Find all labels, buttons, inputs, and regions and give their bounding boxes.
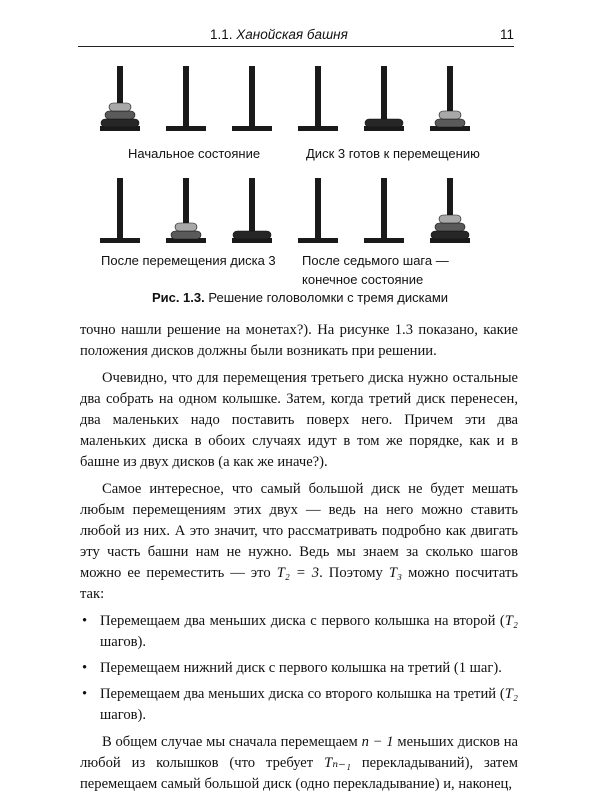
- tower-panel-1: [90, 62, 290, 134]
- peg-base: [298, 126, 338, 131]
- panel-1-caption: Начальное состояние: [128, 146, 261, 161]
- peg-base: [100, 238, 140, 243]
- peg-pole: [249, 178, 255, 240]
- figure-label: Рис. 1.3.: [151, 290, 205, 305]
- disk-2: [105, 111, 135, 119]
- disk-3: [431, 231, 469, 239]
- list-item-text-b: шагов).: [100, 707, 147, 723]
- disk-2: [435, 119, 465, 127]
- peg-pole: [183, 66, 189, 128]
- tower-panel-2: [288, 62, 488, 134]
- paragraph-4: [80, 732, 518, 795]
- peg-base: [298, 238, 338, 243]
- panel-3-caption: После перемещения диска 3: [101, 253, 276, 268]
- symbol-t2: T₂: [504, 686, 518, 702]
- disk-3: [101, 119, 139, 127]
- peg-pole: [381, 178, 387, 240]
- page-number: 11: [499, 27, 514, 42]
- paragraph-4-text-b: меньших дисков на любой из колышков (что требует: [80, 734, 518, 771]
- list-item: [80, 658, 518, 679]
- paragraph-4-text-a: В общем случае мы сначала перемещаем: [102, 734, 362, 750]
- list-item-text-a: Перемещаем два меньших диска с первого колышка на второй (: [100, 613, 505, 629]
- symbol-t-n-minus-1: Tₙ₋₁: [324, 755, 351, 771]
- panel-4-caption: [302, 251, 449, 289]
- figure-caption-text: Решение головоломки с тремя дисками: [208, 290, 449, 305]
- peg-base: [166, 126, 206, 131]
- paragraph-3-text-a: Самое интересное, что самый большой диск не будет мешать любым перемещениям этих двух — ведь на него можно ставить любой из них. А это значит, что рассматривать подробно как двигать эту часть башни нам не нужно. Ведь мы знаем за сколько шагов можно ее переместить — это: [80, 481, 518, 581]
- peg-pole: [249, 66, 255, 128]
- disk-3: [365, 119, 403, 127]
- tower-panel-3: [90, 174, 290, 246]
- symbol-n-minus-1: n − 1: [361, 734, 394, 750]
- disk-1: [439, 215, 461, 223]
- disk-1: [175, 223, 197, 231]
- peg-pole: [315, 66, 321, 128]
- symbol-t3: T₃: [388, 565, 403, 581]
- panel-2-caption: Диск 3 готов к перемещению: [306, 146, 480, 161]
- disk-2: [171, 231, 201, 239]
- equation-t2: T₂ = 3: [276, 565, 320, 581]
- peg-pole: [381, 66, 387, 128]
- steps-list: [80, 611, 518, 726]
- running-header: [78, 26, 514, 47]
- running-title: [210, 27, 348, 42]
- chapter-title: Ханойская башня: [236, 27, 348, 42]
- paragraph-4-text-c: перекладываний), затем перемещаем самый большой диск (одно перекладывание) и, наконец,: [80, 755, 518, 792]
- disk-1: [109, 103, 131, 111]
- paragraph-3: [80, 479, 518, 605]
- list-item-text-b: шагов).: [100, 634, 147, 650]
- peg-base: [364, 238, 404, 243]
- paragraph-3-text-c: можно посчитать так:: [80, 565, 518, 602]
- body-text: [80, 320, 518, 795]
- list-item: [80, 611, 518, 653]
- disk-2: [435, 223, 465, 231]
- list-item-text-a: Перемещаем два меньших диска со второго колышка на третий (: [100, 686, 505, 702]
- paragraph-3-text-b: . Поэтому: [319, 565, 389, 581]
- list-item: [80, 684, 518, 726]
- tower-panel-4: [288, 174, 488, 246]
- paragraph-2: Очевидно, что для перемещения третьего диска нужно остальные два собрать на одном колышке. Затем, когда третий диск перенесен, два маленьких надо поставить поверх него. Причем эти два маленьких диска в обоих случаях идут в том же порядке, как и в башне из двух дисков (а как же иначе?).: [80, 370, 518, 470]
- figure-caption: [0, 290, 600, 305]
- list-item-text: Перемещаем нижний диск с первого колышка на третий (1 шаг).: [100, 660, 502, 676]
- disk-1: [439, 111, 461, 119]
- panel-4-caption-line-1: После седьмого шага —: [302, 253, 449, 268]
- panel-4-caption-line-2: конечное состояние: [302, 272, 424, 287]
- section-number: 1.1.: [210, 27, 233, 42]
- disk-3: [233, 231, 271, 239]
- peg-pole: [117, 178, 123, 240]
- paragraph-1: точно нашли решение на монетах?). На рисунке 1.3 показано, какие положения дисков должны были возникать при решении.: [80, 322, 518, 359]
- peg-base: [232, 126, 272, 131]
- peg-pole: [315, 178, 321, 240]
- symbol-t2: T₂: [504, 613, 518, 629]
